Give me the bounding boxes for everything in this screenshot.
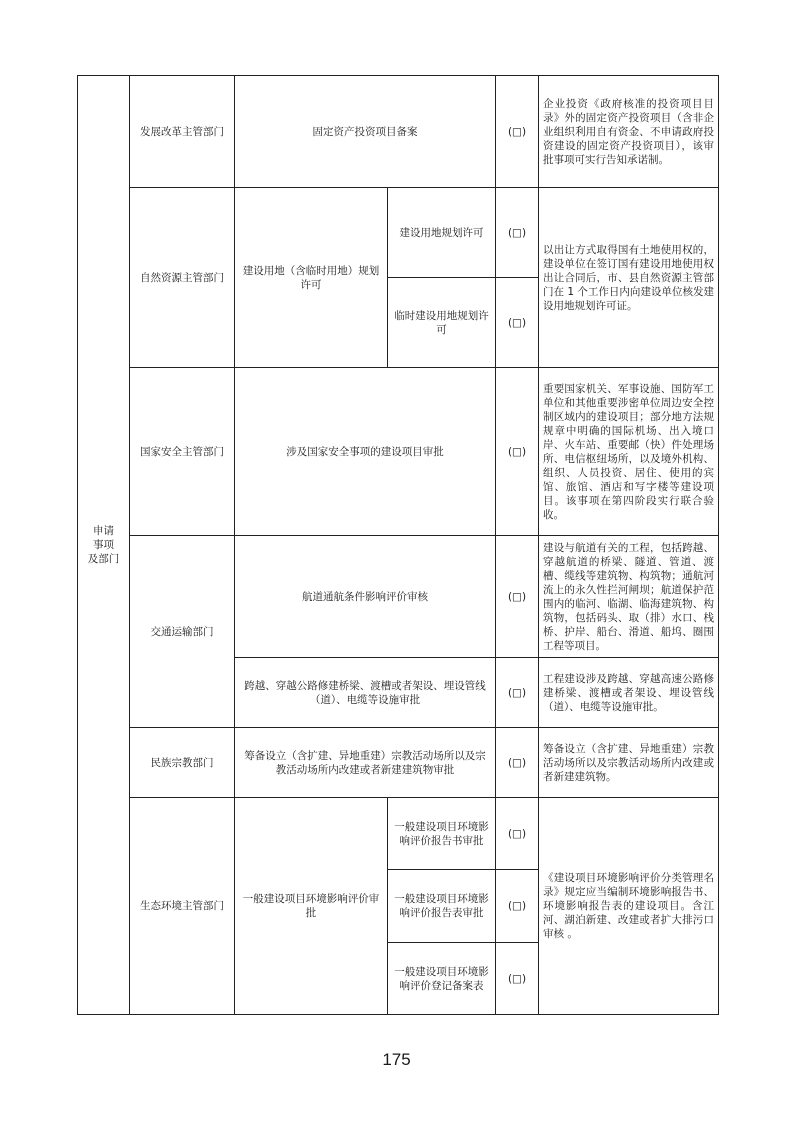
mark-sthj-1: (□) [496,798,539,870]
dept-mzzj: 民族宗教部门 [130,728,235,798]
table-row-jtys-1 [78,536,719,658]
note-sthj: 《建设项目环境影响评价分类管理名录》规定应当编制环境影响报告书、环境影响报告表的建设项目。含江河、湖泊新建、改建或者扩大排污口审核 。 [539,798,719,1015]
mark-sthj-2: (□) [496,870,539,943]
subitem-sthj-1: 一般建设项目环境影响评价报告书审批 [388,798,496,870]
mark-zrzy-1: (□) [496,188,539,278]
mark-fgw: (□) [496,76,539,188]
item-mzzj: 筹备设立（含扩建、异地重建）宗教活动场所以及宗教活动场所内改建或者新建建筑物审批 [235,728,496,798]
subitem-zrzy-1: 建设用地规划许可 [388,188,496,278]
note-jtys-2: 工程建设涉及跨越、穿越高速公路修建桥梁、渡槽或者架设、埋设管线（道）、电缆等设施审批。 [539,658,719,728]
subitem-sthj-3: 一般建设项目环境影响评价登记备案表 [388,943,496,1015]
item-fgw: 固定资产投资项目备案 [235,76,496,188]
item-sthj: 一般建设项目环境影响评价审批 [235,798,388,1015]
note-gjaq: 重要国家机关、军事设施、国防军工单位和其他重要涉密单位周边安全控制区域内的建设项目；部分地方法规规章中明确的国际机场、出入境口岸、火车站、重要邮（快）件处理场所、电信枢纽场所，以及境外机构、组织、人员投资、居住、使用的宾馆、旅馆、酒店和写字楼等建设项目。该事项在第四阶段实行联合验收。 [539,368,719,536]
dept-gjaq: 国家安全主管部门 [130,368,235,536]
note-fgw: 企业投资《政府核准的投资项目目录》外的固定资产投资项目（含非企业组织利用自有资金、不申请政府投资建设的固定资产投资项目），该审批事项可实行告知承诺制。 [539,76,719,188]
item-jtys-2: 跨越、穿越公路修建桥梁、渡槽或者架设、埋设管线（道）、电缆等设施审批 [235,658,496,728]
mark-jtys-1: (□) [496,536,539,658]
subitem-sthj-2: 一般建设项目环境影响评价报告表审批 [388,870,496,943]
mark-sthj-3: (□) [496,943,539,1015]
dept-jtys: 交通运输部门 [130,536,235,728]
dept-fgw: 发展改革主管部门 [130,76,235,188]
table-row-fgw [78,76,719,188]
note-zrzy: 以出让方式取得国有土地使用权的，建设单位在签订国有建设用地使用权出让合同后，市、县自然资源主管部门在 1 个工作日内向建设单位核发建设用地规划许可证。 [539,188,719,368]
note-mzzj: 筹备设立（含扩建、异地重建）宗教活动场所以及宗教活动场所内改建或者新建建筑物。 [539,728,719,798]
table-row-gjaq [78,368,719,536]
table-row-mzzj [78,728,719,798]
note-jtys-1: 建设与航道有关的工程，包括跨越、穿越航道的桥梁、隧道、管道、渡槽、缆线等建筑物、构筑物；通航河流上的永久性拦河闸坝；航道保护范围内的临河、临湖、临海建筑物、构筑物，包括码头、取（排）水口、栈桥、护岸、船台、滑道、船坞、圈围工程等项目。 [539,536,719,658]
subitem-zrzy-2: 临时建设用地规划许可 [388,278,496,368]
table-row-sthj-1 [78,798,719,870]
mark-gjaq: (□) [496,368,539,536]
approval-items-table [77,75,719,1015]
mark-zrzy-2: (□) [496,278,539,368]
category-cell [78,76,130,1015]
item-gjaq: 涉及国家安全事项的建设项目审批 [235,368,496,536]
dept-zrzy: 自然资源主管部门 [130,188,235,368]
mark-mzzj: (□) [496,728,539,798]
page-number: 175 [382,1050,411,1069]
dept-sthj: 生态环境主管部门 [130,798,235,1015]
mark-jtys-2: (□) [496,658,539,728]
item-zrzy: 建设用地（含临时用地）规划许可 [235,188,388,368]
category-label: 申请 事项 及部门 [87,525,120,565]
table-row-zrzy-1 [78,188,719,278]
item-jtys-1: 航道通航条件影响评价审核 [235,536,496,658]
